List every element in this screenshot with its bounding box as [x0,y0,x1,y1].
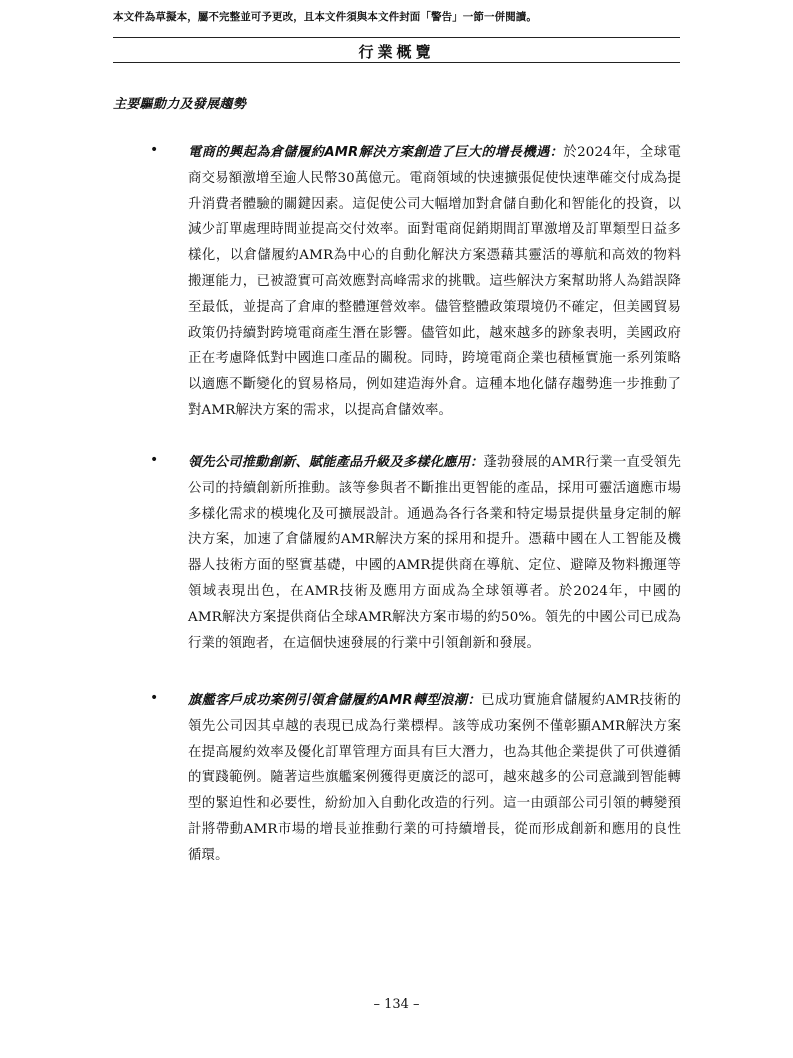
draft-disclaimer: 本文件為草擬本，屬不完整並可予更改，且本文件須與本文件封面「警告」一節一併閱讀。 [113,11,537,23]
bullet-lead: 領先公司推動創新、賦能產品升級及多樣化應用： [188,455,484,470]
bullet-lead: 電商的興起為倉儲履約AMR解決方案創造了巨大的增長機遇： [188,145,564,160]
section-title: 行業概覽 [358,43,435,61]
page-number: – 134 – [373,997,420,1012]
bullet-paragraph [188,140,681,424]
bullet-text: 蓬勃發展的AMR行業一直受領先公司的持續創新所推動。該等參與者不斷推出更智能的產品，採用可靈活適應市場多樣化需求的模塊化及可擴展設計。通過為各行各業和特定場景提供量身定制的解決方案，加速了倉儲履約AMR解決方案的採用和提升。憑藉中國在人工智能及機器人技術方面的堅實基礎，中國的AMR提供商在導航、定位、避障及物料搬運等領域表現出色，在AMR技術及應用方面成為全球領導者。於2024年，中國的AMR解決方案提供商佔全球AMR解決方案市場的約50%。領先的中國公司已成為行業的領跑者，在這個快速發展的行業中引領創新和發展。 [188,455,681,651]
bullet-text: 於2024年，全球電商交易額激增至逾人民幣30萬億元。電商領域的快速擴張促使快速準確交付成為提升消費者體驗的關鍵因素。這促使公司大幅增加對倉儲自動化和智能化的投資，以減少訂單處理時間並提高交付效率。面對電商促銷期間訂單激增及訂單類型日益多樣化，以倉儲履約AMR為中心的自動化解決方案憑藉其靈活的導航和高效的物料搬運能力，已被證實可高效應對高峰需求的挑戰。這些解決方案幫助將人為錯誤降至最低，並提高了倉庫的整體運營效率。儘管整體政策環境仍不確定，但美國貿易政策仍持續對跨境電商產生潛在影響。儘管如此，越來越多的跡象表明，美國政府正在考慮降低對中國進口產品的關稅。同時，跨境電商企業也積極實施一系列策略以適應不斷變化的貿易格局，例如建造海外倉。這種本地化儲存趨勢進一步推動了對AMR解決方案的需求，以提高倉儲效率。 [188,145,682,418]
bullet-paragraph [188,688,681,869]
bullet-text: 已成功實施倉儲履約AMR技術的領先公司因其卓越的表現已成為行業標桿。該等成功案例不僅彰顯AMR解決方案在提高履約效率及優化訂單管理方面具有巨大潛力，也為其他企業提供了可供遵循的實踐範例。隨著這些旗艦案例獲得更廣泛的認可，越來越多的公司意識到智能轉型的緊迫性和必要性，紛紛加入自動化改造的行列。這一由頭部公司引領的轉變預計將帶動AMR市場的增長並推動行業的可持續增長，從而形成創新和應用的良性循環。 [188,693,681,863]
bullet-item-ecommerce [150,140,683,424]
header-top-rule [113,37,680,38]
bullet-item-innovation [150,450,683,656]
bullet-lead: 旗艦客戶成功案例引領倉儲履約AMR轉型浪潮： [188,693,482,708]
section-heading: 主要驅動力及發展趨勢 [113,97,247,112]
bullet-paragraph [188,450,681,656]
bullet-marker: • [150,452,159,468]
bullet-marker: • [150,142,159,158]
header-bottom-rule [113,62,680,63]
bullet-marker: • [150,690,159,706]
bullet-item-flagship [150,688,683,869]
